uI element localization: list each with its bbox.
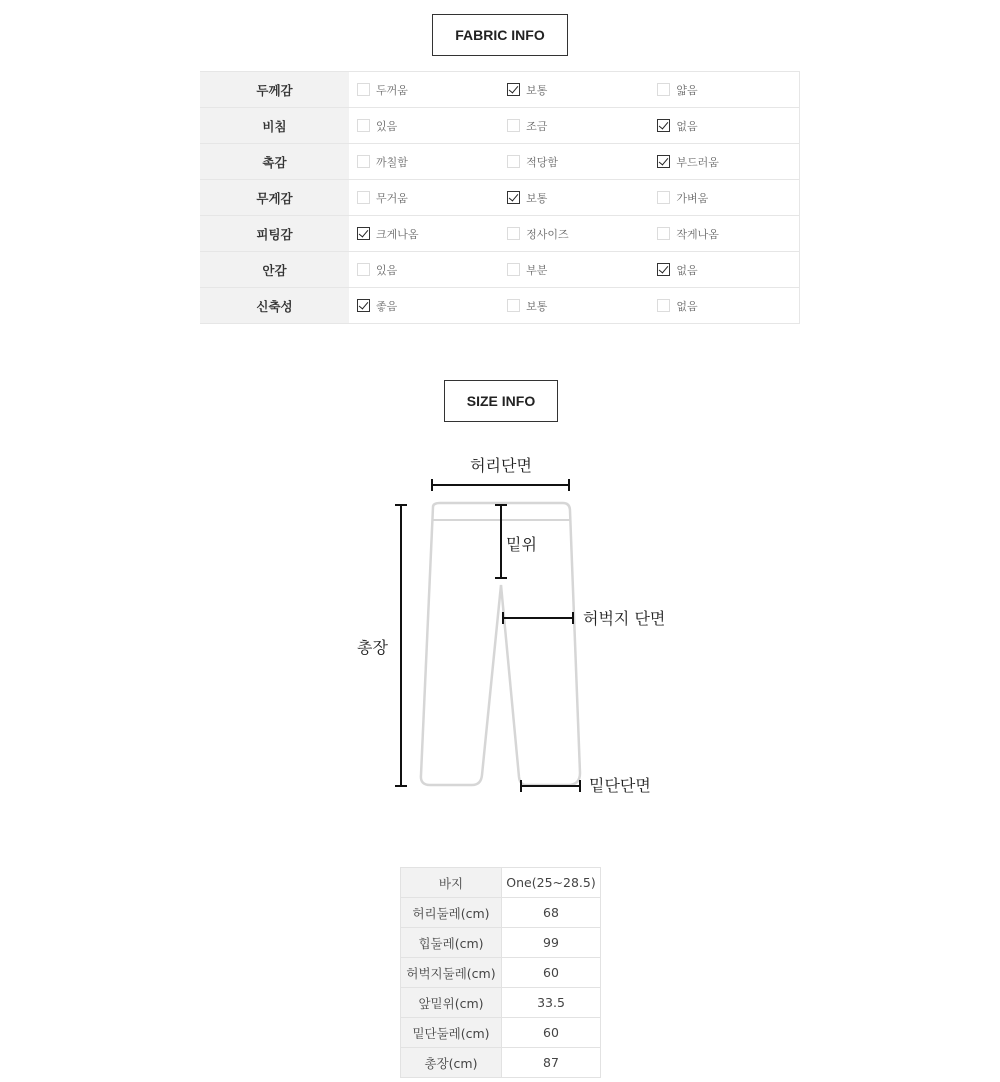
size-row-label: 바지 bbox=[401, 868, 502, 898]
fabric-option[interactable] bbox=[349, 190, 499, 206]
checkbox-icon[interactable] bbox=[357, 119, 370, 132]
checked-checkbox-icon[interactable] bbox=[357, 227, 370, 240]
fabric-option-label: 보통 bbox=[526, 83, 548, 97]
fabric-option-cell bbox=[649, 288, 799, 324]
fabric-row bbox=[200, 144, 800, 180]
fabric-row bbox=[200, 180, 800, 216]
fabric-option-cell bbox=[499, 180, 649, 216]
checkbox-icon[interactable] bbox=[507, 263, 520, 276]
fabric-option-cell bbox=[349, 252, 499, 288]
fabric-option-label: 부드러움 bbox=[676, 155, 719, 169]
fabric-option-cell bbox=[649, 144, 799, 180]
checkbox-icon[interactable] bbox=[357, 83, 370, 96]
fabric-row-label: 신축성 bbox=[200, 288, 349, 324]
fabric-row-label: 무게감 bbox=[200, 180, 349, 216]
checked-checkbox-icon[interactable] bbox=[657, 263, 670, 276]
fabric-option-cell bbox=[649, 216, 799, 252]
checkbox-icon[interactable] bbox=[657, 83, 670, 96]
checked-checkbox-icon[interactable] bbox=[657, 155, 670, 168]
fabric-row-label: 안감 bbox=[200, 252, 349, 288]
checked-checkbox-icon[interactable] bbox=[357, 299, 370, 312]
fabric-option[interactable] bbox=[499, 298, 649, 314]
fabric-option[interactable] bbox=[349, 298, 499, 314]
checked-checkbox-icon[interactable] bbox=[657, 119, 670, 132]
size-row-label: 밑단둘레(cm) bbox=[401, 1018, 502, 1048]
fabric-option[interactable] bbox=[499, 154, 649, 170]
fabric-row bbox=[200, 72, 800, 108]
fabric-option-cell bbox=[649, 108, 799, 144]
fabric-option[interactable] bbox=[649, 154, 799, 170]
fabric-option-label: 두꺼움 bbox=[376, 83, 408, 97]
fabric-option-cell bbox=[649, 72, 799, 108]
fabric-row-label: 피팅감 bbox=[200, 216, 349, 252]
fabric-info-table bbox=[200, 71, 800, 324]
fabric-option-cell bbox=[499, 252, 649, 288]
hem-label: 밑단단면 bbox=[589, 776, 651, 795]
waist-label: 허리단면 bbox=[470, 456, 532, 475]
size-row-label: 허벅지둘레(cm) bbox=[401, 958, 502, 988]
size-row bbox=[401, 958, 601, 988]
fabric-option[interactable] bbox=[499, 190, 649, 206]
fabric-option-cell bbox=[499, 288, 649, 324]
fabric-option-cell bbox=[349, 72, 499, 108]
fabric-option[interactable] bbox=[649, 82, 799, 98]
size-row-value: 60 bbox=[502, 1018, 601, 1048]
rise-label: 밑위 bbox=[506, 535, 537, 554]
fabric-option[interactable] bbox=[499, 118, 649, 134]
fabric-option-label: 있음 bbox=[376, 263, 398, 277]
fabric-option-label: 없음 bbox=[676, 299, 698, 313]
checkbox-icon[interactable] bbox=[357, 191, 370, 204]
fabric-row bbox=[200, 216, 800, 252]
fabric-option[interactable] bbox=[649, 262, 799, 278]
size-row-label: 허리둘레(cm) bbox=[401, 898, 502, 928]
size-row-value: 33.5 bbox=[502, 988, 601, 1018]
checkbox-icon[interactable] bbox=[507, 155, 520, 168]
fabric-option-label: 무거움 bbox=[376, 191, 408, 205]
fabric-option-cell bbox=[349, 144, 499, 180]
length-label: 총장 bbox=[357, 638, 388, 657]
checkbox-icon[interactable] bbox=[657, 227, 670, 240]
size-row-value: 68 bbox=[502, 898, 601, 928]
size-row bbox=[401, 898, 601, 928]
fabric-option-label: 없음 bbox=[676, 263, 698, 277]
fabric-option-cell bbox=[499, 216, 649, 252]
fabric-option[interactable] bbox=[349, 226, 499, 242]
fabric-option-cell bbox=[349, 216, 499, 252]
pants-size-diagram bbox=[340, 445, 680, 805]
checked-checkbox-icon[interactable] bbox=[507, 83, 520, 96]
checkbox-icon[interactable] bbox=[507, 119, 520, 132]
fabric-option[interactable] bbox=[499, 82, 649, 98]
fabric-option[interactable] bbox=[349, 154, 499, 170]
fabric-option-label: 까칠함 bbox=[376, 155, 408, 169]
fabric-option-cell bbox=[499, 108, 649, 144]
fabric-option-label: 보통 bbox=[526, 191, 548, 205]
fabric-row-label: 비침 bbox=[200, 108, 349, 144]
fabric-option-label: 크게나옴 bbox=[376, 227, 419, 241]
size-row-value: 99 bbox=[502, 928, 601, 958]
fabric-option[interactable] bbox=[649, 226, 799, 242]
size-row-value: 87 bbox=[502, 1048, 601, 1078]
thigh-label: 허벅지 단면 bbox=[583, 609, 666, 628]
size-row bbox=[401, 868, 601, 898]
size-row-value: 60 bbox=[502, 958, 601, 988]
size-row-value: One(25~28.5) bbox=[502, 868, 601, 898]
fabric-option[interactable] bbox=[349, 118, 499, 134]
fabric-option-label: 조금 bbox=[526, 119, 548, 133]
fabric-option-cell bbox=[349, 288, 499, 324]
fabric-option-cell bbox=[499, 144, 649, 180]
fabric-info-title: FABRIC INFO bbox=[432, 14, 568, 56]
size-row-label: 힙둘레(cm) bbox=[401, 928, 502, 958]
fabric-option[interactable] bbox=[499, 262, 649, 278]
fabric-option[interactable] bbox=[349, 262, 499, 278]
fabric-option-cell bbox=[349, 180, 499, 216]
fabric-option-label: 있음 bbox=[376, 119, 398, 133]
fabric-option-label: 부분 bbox=[526, 263, 548, 277]
checkbox-icon[interactable] bbox=[507, 227, 520, 240]
size-row bbox=[401, 988, 601, 1018]
fabric-row bbox=[200, 252, 800, 288]
fabric-option-cell bbox=[649, 252, 799, 288]
fabric-option-label: 얇음 bbox=[676, 83, 698, 97]
size-row-label: 앞밑위(cm) bbox=[401, 988, 502, 1018]
fabric-row bbox=[200, 288, 800, 324]
fabric-option-cell bbox=[349, 108, 499, 144]
checkbox-icon[interactable] bbox=[357, 263, 370, 276]
checked-checkbox-icon[interactable] bbox=[507, 191, 520, 204]
fabric-option-label: 적당함 bbox=[526, 155, 559, 169]
fabric-row-label: 촉감 bbox=[200, 144, 349, 180]
thigh-measure-line bbox=[503, 612, 573, 624]
fabric-option[interactable] bbox=[649, 190, 799, 206]
fabric-option-label: 작게나옴 bbox=[676, 227, 719, 241]
fabric-option-cell bbox=[499, 72, 649, 108]
fabric-option[interactable] bbox=[349, 82, 499, 98]
checkbox-icon[interactable] bbox=[357, 155, 370, 168]
size-row bbox=[401, 1018, 601, 1048]
fabric-option-label: 가벼움 bbox=[676, 191, 709, 205]
fabric-row bbox=[200, 108, 800, 144]
checkbox-icon[interactable] bbox=[507, 299, 520, 312]
size-row bbox=[401, 1048, 601, 1078]
waist-measure-line bbox=[432, 479, 569, 491]
checkbox-icon[interactable] bbox=[657, 299, 670, 312]
length-measure-line bbox=[395, 505, 407, 786]
size-table bbox=[400, 867, 601, 1078]
fabric-option-label: 좋음 bbox=[376, 299, 398, 313]
fabric-option-label: 정사이즈 bbox=[526, 227, 569, 241]
size-row-label: 총장(cm) bbox=[401, 1048, 502, 1078]
fabric-option-cell bbox=[649, 180, 799, 216]
checkbox-icon[interactable] bbox=[657, 191, 670, 204]
fabric-option-label: 없음 bbox=[676, 119, 698, 133]
fabric-option[interactable] bbox=[499, 226, 649, 242]
hem-measure-line bbox=[521, 780, 580, 792]
size-row bbox=[401, 928, 601, 958]
fabric-option[interactable] bbox=[649, 118, 799, 134]
fabric-option-label: 보통 bbox=[526, 299, 548, 313]
size-info-title: SIZE INFO bbox=[444, 380, 558, 422]
fabric-row-label: 두께감 bbox=[200, 72, 349, 108]
fabric-option[interactable] bbox=[649, 298, 799, 314]
